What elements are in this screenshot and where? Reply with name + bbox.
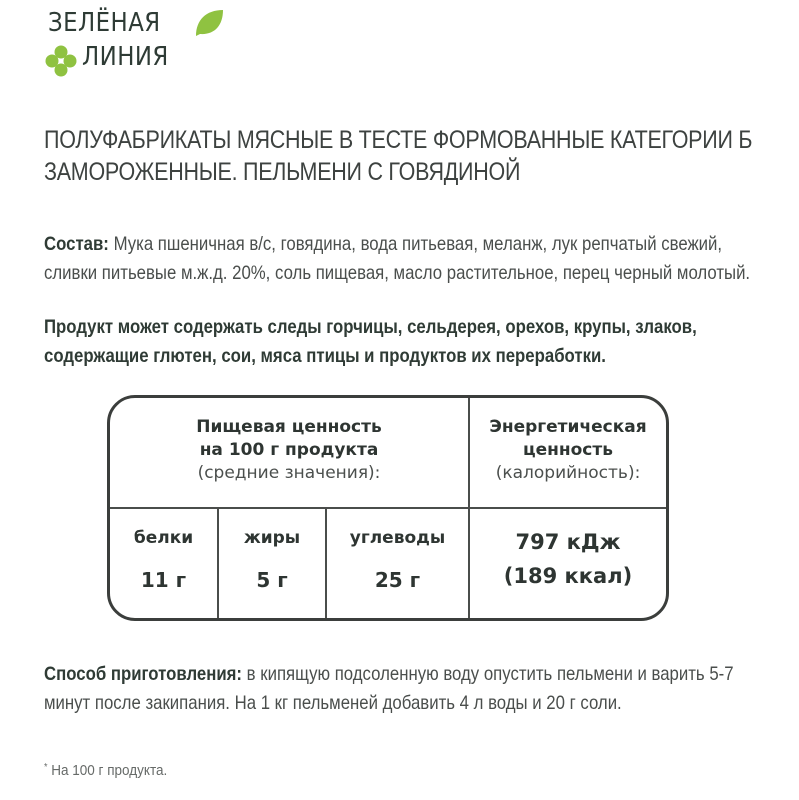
- preparation-section: [44, 660, 758, 717]
- composition-text: Мука пшеничная в/с, говядина, вода питьевая, меланж, лук репчатый свежий, сливки питьевые м.ж.д. 20%, соль пищевая, масло растительное, перец черный молотый.: [44, 233, 751, 284]
- composition-label: Состав:: [44, 233, 109, 255]
- product-title-line1: ПОЛУФАБРИКАТЫ МЯСНЫЕ В ТЕСТЕ ФОРМОВАННЫЕ КАТЕГОРИИ Б: [44, 126, 753, 154]
- carbs-value: 25 г: [374, 568, 421, 592]
- fat-value: 5 г: [256, 568, 288, 592]
- table-divider: [217, 508, 219, 618]
- preparation-label: Способ приготовления:: [44, 663, 243, 685]
- energy-header: [470, 416, 666, 485]
- brand-name-line1: ЗЕЛЁНАЯ: [48, 8, 161, 38]
- leaf-icon: [194, 8, 224, 38]
- product-title: [44, 124, 753, 188]
- nutrition-header: [110, 416, 468, 485]
- clover-icon: [44, 44, 78, 78]
- composition-section: [44, 230, 758, 287]
- protein-value: 11 г: [140, 568, 187, 592]
- product-title-line2: ЗАМОРОЖЕННЫЕ. ПЕЛЬМЕНИ С ГОВЯДИНОЙ: [44, 158, 521, 186]
- carbs-label: углеводы: [349, 528, 446, 548]
- footnote: [44, 762, 167, 779]
- footnote-mark: *: [44, 762, 48, 773]
- brand-logo: [44, 8, 224, 78]
- allergens-warning: Продукт может содержать следы горчицы, сельдерея, орехов, крупы, злаков, содержащие глютен, сои, мяса птицы и продуктов их переработки.: [44, 316, 697, 367]
- nutrition-header-subtitle: на 100 г продукта: [199, 440, 379, 460]
- protein-label: белки: [133, 528, 194, 548]
- table-divider: [110, 507, 468, 509]
- footnote-text: На 100 г продукта.: [51, 762, 168, 779]
- nutrition-table: [107, 395, 669, 621]
- brand-name-line2: ЛИНИЯ: [82, 42, 169, 72]
- preparation-text: в кипящую подсоленную воду опустить пельмени и варить 5-7 минут после закипания. На 1 кг пельменей добавить 4 л воды и 20 г соли.: [44, 663, 734, 714]
- energy-header-note: (калорийность):: [495, 463, 641, 483]
- energy-header-subtitle: ценность: [523, 440, 613, 460]
- energy-header-title: Энергетическая: [489, 417, 647, 437]
- nutrition-header-title: Пищевая ценность: [196, 417, 382, 437]
- fat-label: жиры: [243, 528, 301, 548]
- energy-kj: 797 кДж: [515, 530, 621, 554]
- table-divider: [325, 508, 327, 618]
- table-divider: [468, 507, 666, 509]
- energy-kcal: (189 ккал): [503, 564, 633, 588]
- nutrition-header-note: (средние значения):: [197, 463, 381, 483]
